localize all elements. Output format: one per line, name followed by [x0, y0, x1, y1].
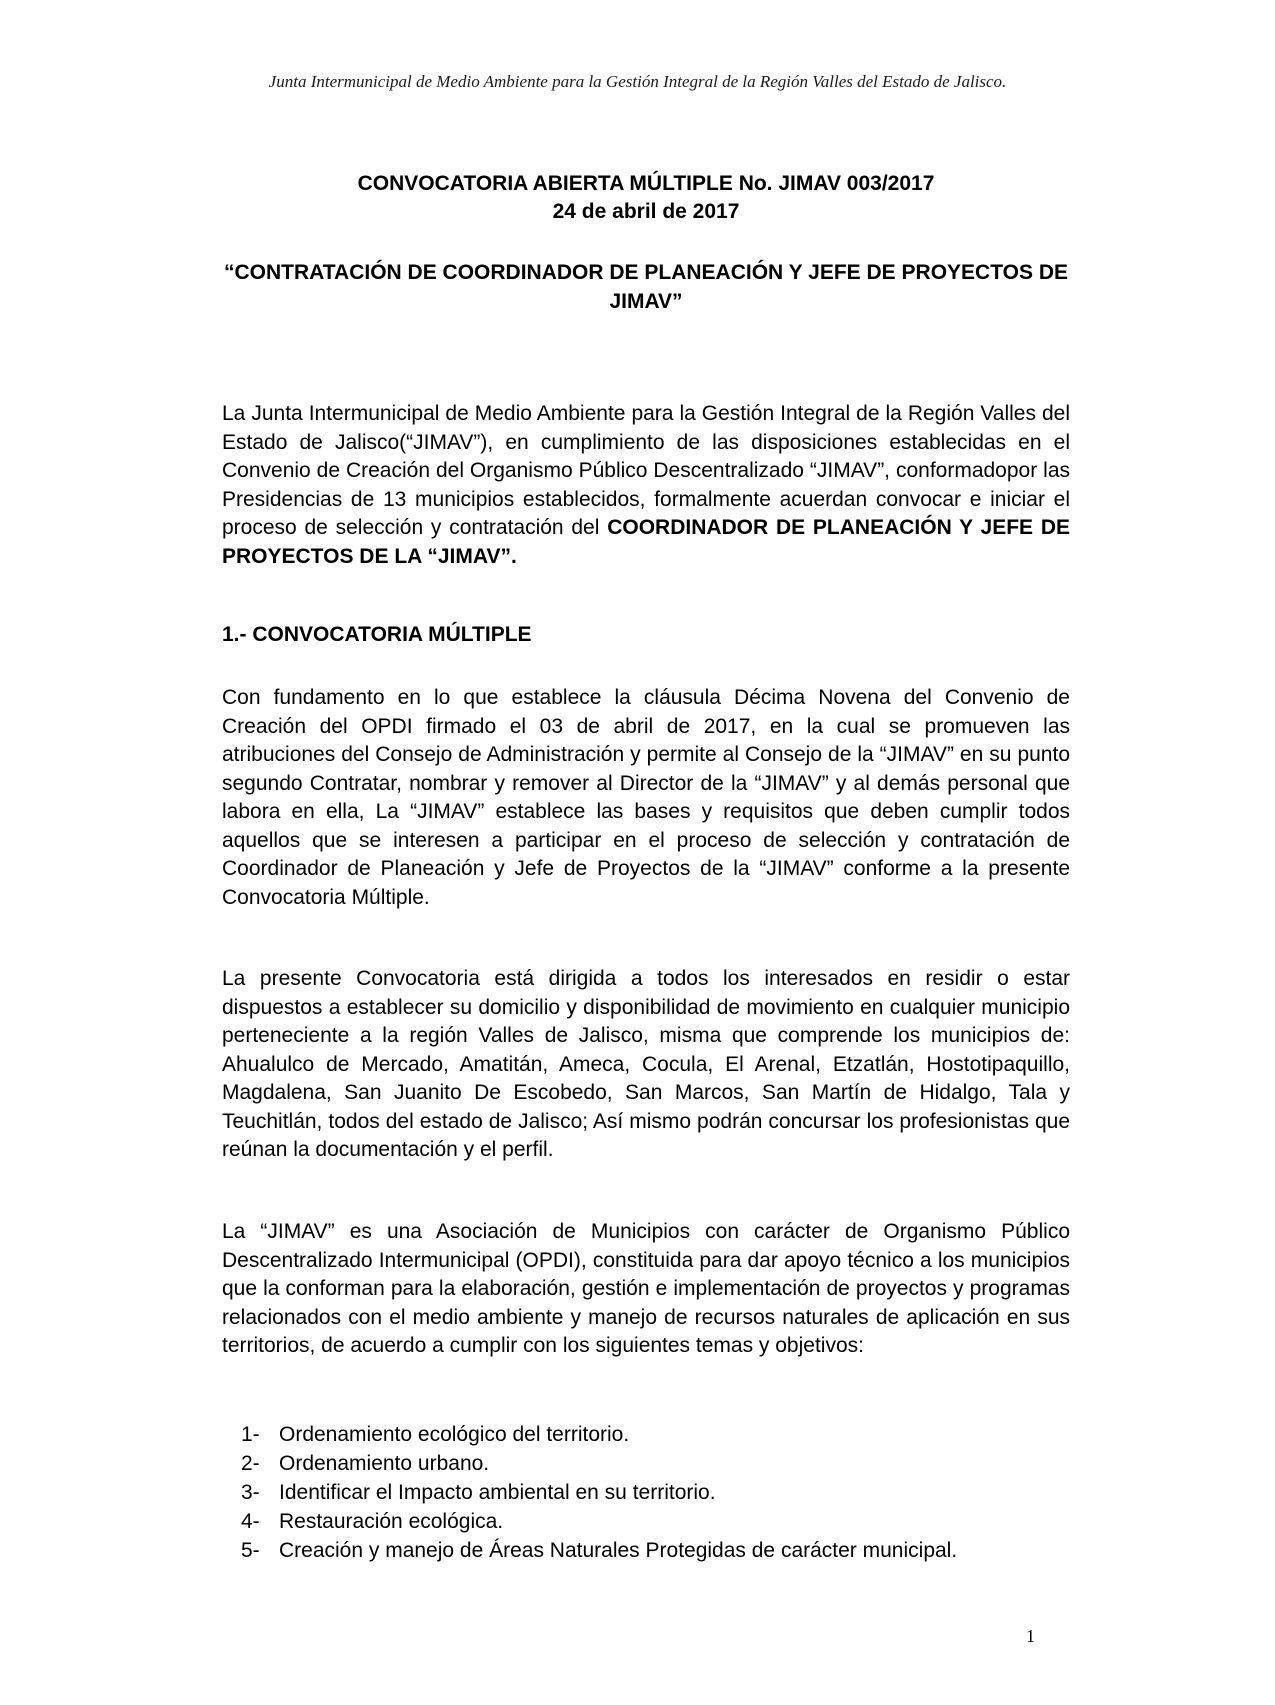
title-date: 24 de abril de 2017: [552, 200, 740, 223]
list-item-number: 5-: [241, 1539, 260, 1562]
running-header: Junta Intermunicipal de Medio Ambiente para la Gestión Integral de la Región Valles del Estado de Jalisco.: [268, 72, 1007, 91]
intro-bold-text: COORDINADOR DE PLANEACIÓN Y JEFE DE PROYECTOS DE LA “JIMAV”.: [222, 516, 1070, 568]
paragraph-fundamento: Con fundamento en lo que establece la cláusula Décima Novena del Convenio de Creación del OPDI firmado el 03 de abril de 2017, en la cual se promueven las atribuciones del Consejo de Administración y permite al Consejo de la “JIMAV” en su punto segundo Contratar, nombrar y remover al Director de la “JIMAV” y al demás personal que labora en ella, La “JIMAV” establece las bases y requisitos que deben cumplir todos aquellos que se interesen a participar en el proceso de selección y contratación de Coordinador de Planeación y Jefe de Proyectos de la “JIMAV” conforme a la presente Convocatoria Múltiple.: [222, 686, 1070, 909]
list-item-text: Creación y manejo de Áreas Naturales Protegidas de carácter municipal.: [279, 1539, 958, 1562]
paragraph-jimav: La “JIMAV” es una Asociación de Municipios con carácter de Organismo Público Descentralizado Intermunicipal (OPDI), constituida para dar apoyo técnico a los municipios que la conforman para la elaboración, gestión e implementación de proyectos y programas relacionados con el medio ambiente y manejo de recursos naturales de aplicación en sus territorios, de acuerdo a cumplir con los siguientes temas y objetivos:: [222, 1220, 1070, 1357]
list-item-number: 4-: [241, 1510, 260, 1533]
list-item-text: Identificar el Impacto ambiental en su territorio.: [279, 1481, 716, 1504]
list-item-number: 2-: [241, 1452, 260, 1475]
paragraph-convocatoria: La presente Convocatoria está dirigida a todos los interesados en residir o estar dispuestos a establecer su domicilio y disponibilidad de movimiento en cualquier municipio perteneciente a la región Valles de Jalisco, misma que comprende los municipios de: Ahualulco de Mercado, Amatitán, Ameca, Cocula, El Arenal, Etzatlán, Hostotipaquillo, Magdalena, San Juanito De Escobedo, San Marcos, San Martín de Hidalgo, Tala y Teuchitlán, todos del estado de Jalisco; Así mismo podrán concursar los profesionistas que reúnan la documentación y el perfil.: [222, 967, 1070, 1161]
intro-text: La Junta Intermunicipal de Medio Ambiente para la Gestión Integral de la Región Valles del Estado de Jalisco(“JIMAV”), en cumplimiento de las disposiciones establecidas en el Convenio de Creación del Organismo Público Descentralizado “JIMAV”, conformadopor las Presidencias de 13 municipios establecidos, formalmente acuerdan convocar e iniciar el proceso de selección y contratación del: [222, 402, 1070, 539]
section-heading: 1.- CONVOCATORIA MÚLTIPLE: [222, 623, 532, 646]
document-subtitle: [222, 258, 1070, 316]
list-item: [241, 1420, 1071, 1449]
title-line-1: CONVOCATORIA ABIERTA MÚLTIPLE No. JIMAV 003/2017: [357, 172, 935, 195]
subtitle-line-2: PROYECTOS DE JIMAV”: [609, 261, 1068, 313]
list-item-number: 1-: [241, 1423, 260, 1446]
intro-paragraph: [222, 400, 1070, 571]
subtitle-line-1: “CONTRATACIÓN DE COORDINADOR DE PLANEACIÓN Y JEFE DE: [224, 261, 896, 284]
objectives-list: [241, 1420, 1071, 1565]
list-item: [241, 1536, 1071, 1565]
list-item-text: Restauración ecológica.: [279, 1510, 504, 1533]
document-title: [222, 170, 1070, 226]
list-item-text: Ordenamiento ecológico del territorio.: [279, 1423, 630, 1446]
page-number: 1: [1026, 1626, 1035, 1646]
list-item: [241, 1449, 1071, 1478]
list-item-number: 3-: [241, 1481, 260, 1504]
list-item: [241, 1478, 1071, 1507]
list-item: [241, 1507, 1071, 1536]
list-item-text: Ordenamiento urbano.: [279, 1452, 490, 1475]
